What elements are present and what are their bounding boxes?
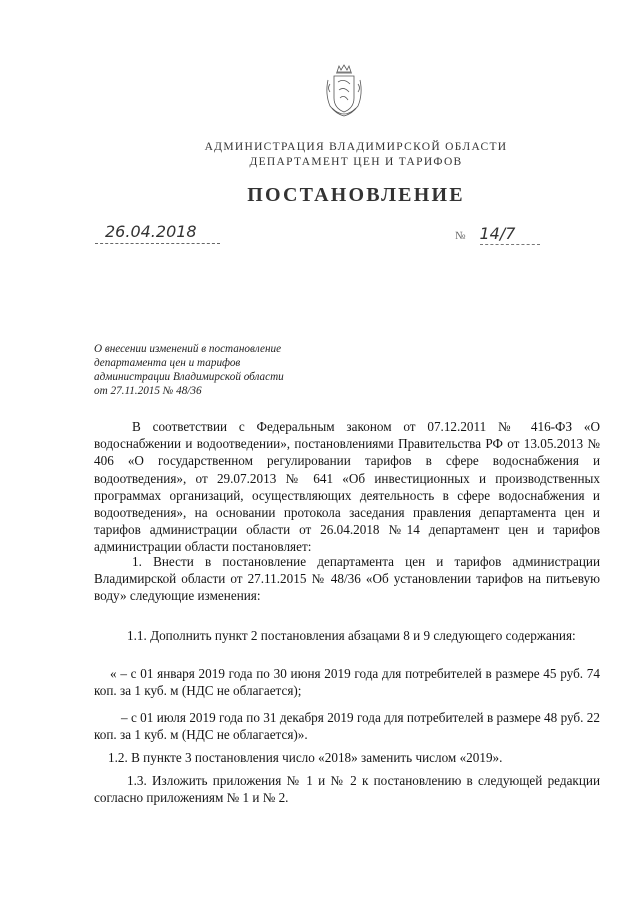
date-underline xyxy=(95,243,220,244)
item-1-paragraph: 1. Внести в постановление департамента цен и тарифов администрации Владимирской области от 27.11.2015 № 48/36 «Об установлении тарифов на питьевую воду» следующие изменения: xyxy=(94,554,600,604)
document-number: 14/7 xyxy=(479,224,516,243)
item-1-2-paragraph: 1.2. В пункте 3 постановления число «2018» заменить числом «2019». xyxy=(108,750,503,765)
organization-name: АДМИНИСТРАЦИЯ ВЛАДИМИРСКОЙ ОБЛАСТИ xyxy=(204,141,508,153)
subject-line: администрации Владимирской области xyxy=(94,371,284,383)
subject-line: департамента цен и тарифов xyxy=(94,357,241,369)
subject-line: от 27.11.2015 № 48/36 xyxy=(94,385,202,397)
coat-of-arms-emblem xyxy=(324,64,364,118)
subject-block xyxy=(94,342,334,398)
department-name: ДЕПАРТАМЕНТ ЦЕН И ТАРИФОВ xyxy=(249,156,463,168)
preamble-paragraph: В соответствии с Федеральным законом от 07.12.2011 № 416-ФЗ «О водоснабжении и водоотведении», постановлениями Правительства РФ от 13.05.2013 № 406 «О государственном регулировании тарифов в сфере водоснабжения и водоотведения», от 29.07.2013 № 641 «Об инвестиционных и производственных программах организаций, осуществляющих деятельность в сфере водоснабжения и водоотведения», на основании протокола заседания правления департамента цен и тарифов администрации области от 26.04.2018 №14 департамент цен и тарифов администрации области постановляет: xyxy=(94,419,600,555)
document-number-field xyxy=(455,224,545,246)
number-underline xyxy=(480,244,540,245)
subject-line: О внесении изменений в постановление xyxy=(94,343,282,355)
item-1-3-paragraph: 1.3. Изложить приложения № 1 и № 2 к постановлению в следующей редакции согласно приложениям № 1 и № 2. xyxy=(94,773,600,806)
tariff-paragraph-2: – с 01 июля 2019 года по 31 декабря 2019 года для потребителей в размере 48 руб. 22 коп. за 1 куб. м (НДС не облагается)». xyxy=(94,710,600,743)
number-sign: № xyxy=(455,230,466,242)
document-date: 26.04.2018 xyxy=(105,222,197,241)
tariff-paragraph-1: « – с 01 января 2019 года по 30 июня 2019 года для потребителей в размере 45 руб. 74 коп. за 1 куб. м (НДС не облагается); xyxy=(94,666,600,699)
document-title: ПОСТАНОВЛЕНИЕ xyxy=(247,184,465,206)
item-1-1-paragraph: 1.1. Дополнить пункт 2 постановления абзацами 8 и 9 следующего содержания: xyxy=(127,628,576,643)
